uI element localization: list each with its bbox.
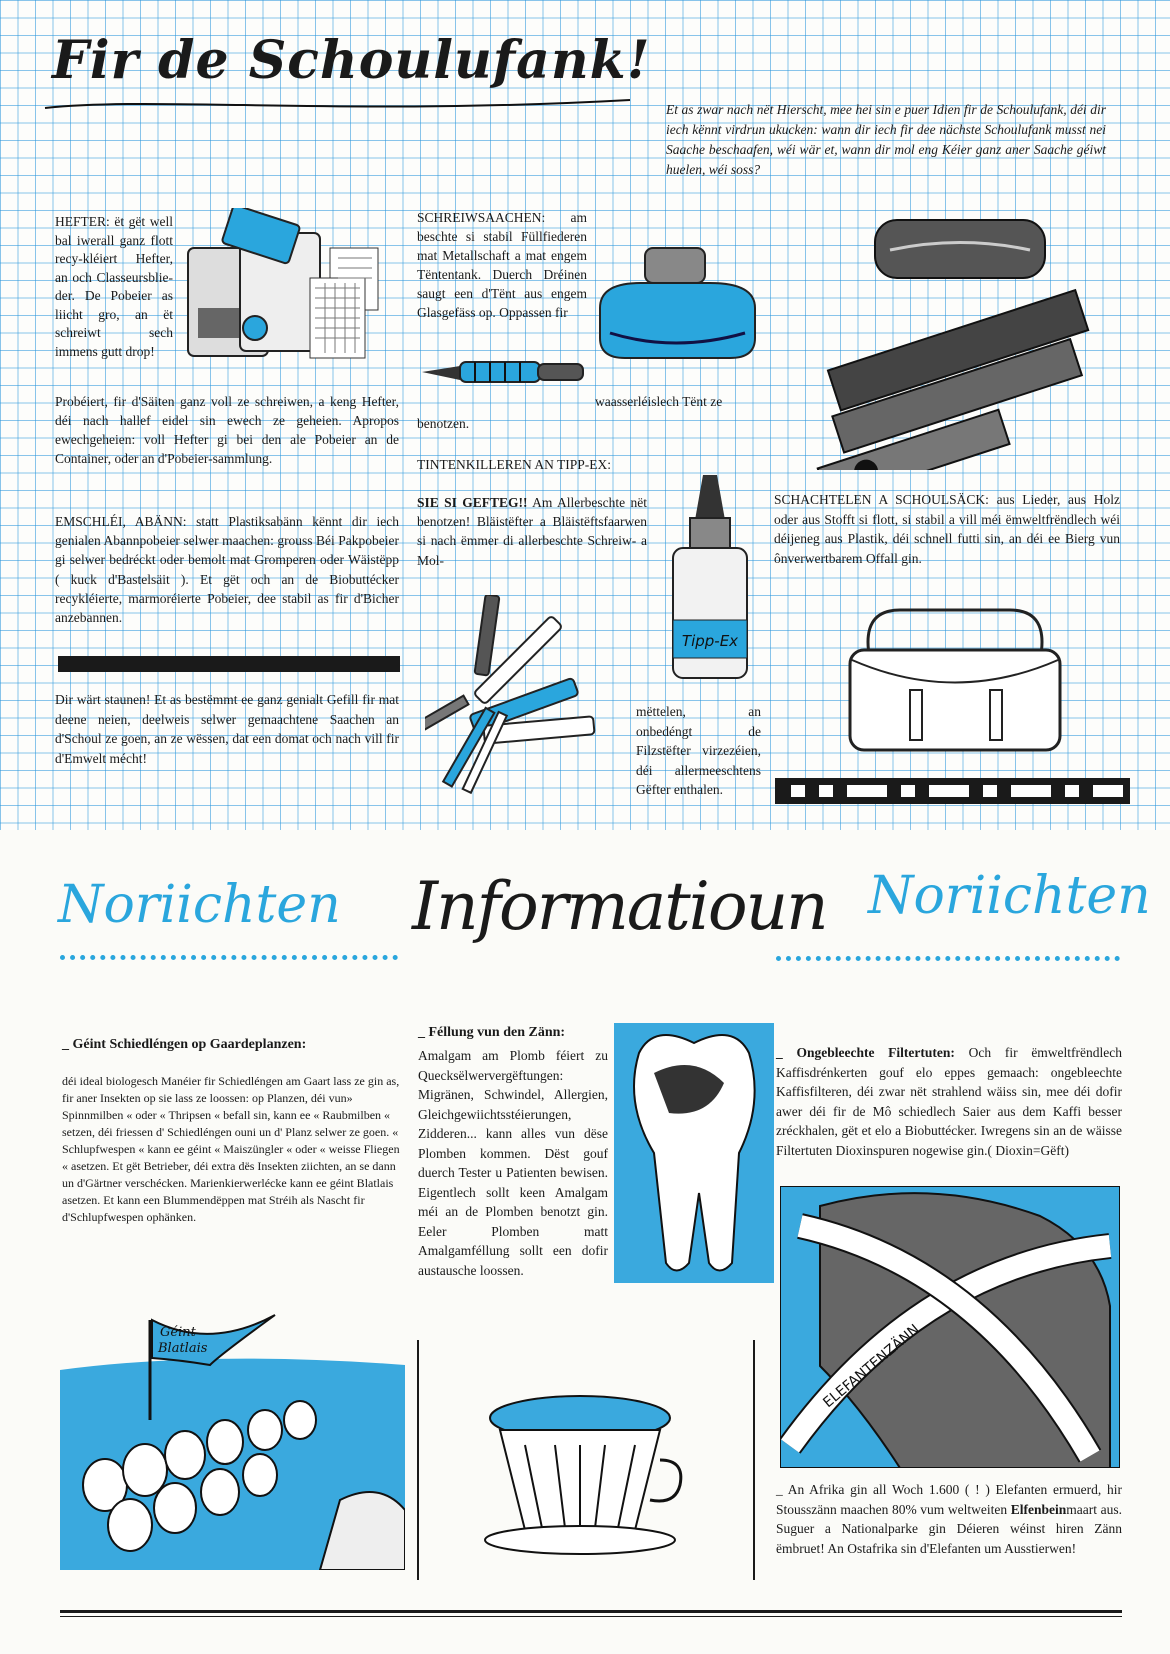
col3-text-block: [776, 1043, 1122, 1160]
flag-text-2: Blatlais: [158, 1341, 208, 1356]
page-title: Fir de Schoulufank!: [52, 30, 651, 91]
header-noriichten-left: Noriichten: [58, 875, 341, 935]
footer-rule-2: [60, 1616, 1122, 1617]
col2-text: Amalgam am Plomb féiert zu Quecksëlwervergëftungen: Migränen, Schwindel, Allergien, Gleichgewiichtsstéierungen, Zidderen... kann alles vun dëse Plomben kommen. Dëst gouf duerch Tester u Patienten bewisen. Eigentlech sollt keen Amalgam méi an de Plomben benotzt gin. Eeler Plomben matt Amalgamféllung sollt een dofir austausche loossen.: [418, 1048, 608, 1278]
col1-text: déi ideal biologesch Manéier fir Schiedléngen am Gaart lass ze gin as, fir aner Insekten op sie lass ze loossen: op Planzen, déi vun» Spinnmilben « oder « Thripsen « befall sin, kann ee « Raubmilben « setzen, déi friessen d' Schiedléngen ouni un d' Planz selwer ze goen. « Schlupfwespen « kann ee géint « Maiszüngler « oder « weisse Fliegen « asetzen. Et gët Betrieber, déi extra dës Insekten ziichten, an se dann un d'Gärtner verschécken. Marienkierwerlécke kann ee géint Blatlais asetzen. Et kann een Blummendëppen mat Stréih als Nascht fir d'Schlupfwespen ophänken.: [62, 1074, 400, 1224]
col3-title: _ Ongebleechte Filtertuten:: [776, 1045, 955, 1060]
col2-left-rule: [417, 1340, 419, 1580]
tintenkilleren-warning: SIE SI GEFTEG!!: [417, 495, 528, 510]
col3-text: Och fir ëmweltfrëndlech Kaffisdrénkerten gouf elo eppes gemaach: ongebleechte Kaffisfilteren, déi zwar nët strahlend wäiss sin, mee déi dofir awer déi fir de Mô schiedlech Saier aus dem Kaffi besser zréckhalen, gët et elo a Biobuttécker. Iwregens sin an de wäisse Filtertuten Dioxinspuren nogewise gin.( Dioxin=Gëft): [776, 1045, 1123, 1158]
flag-text-1: Géint: [160, 1325, 196, 1340]
header-noriichten-right: Noriichten: [868, 866, 1151, 926]
tooth-illustration: [614, 1023, 774, 1283]
title-underline-flourish: [40, 90, 640, 120]
hefter-text-a: HEFTER: ët gët well bal iwerall ganz flott recy-kléiert Hefter, an och Classeursblie-der. De Pobeier as liicht gro, an ët schreiwt sech immens gutt drop!: [55, 214, 173, 359]
black-divider-bar: [58, 656, 400, 672]
intro-text: Et as zwar nach nët Hierscht, mee hei sin e puer Idien fir de Schoulufank, déi dir iech kënnt virdrun ukucken: wann dir iech fir dee nächste Schoulufank musst nei Saache beschaafen, wéi wär et, wann dir mol eng Kéier ganz aner Saache géiwt huelen, wéi soss?: [666, 102, 1106, 177]
col1-title: _ Géint Schiedléngen op Gaardeplanzen:: [62, 1037, 307, 1052]
col3-bottom-bold: Elfenbein: [1010, 1501, 1067, 1517]
schachtelen-text: SCHACHTELEN A SCHOULSÄCK: aus Lieder, aus Holz oder aus Stofft si flott, si stabil a vill méi ëmweltfrëndlech wéi déijeneg aus Plastik, déi schnell futti sin, an déi ee Bierg vun ônverwertbarem Offall gin.: [774, 492, 1120, 566]
pencil-cases-illustration: [795, 210, 1135, 470]
staunen-text: Dir wärt staunen! Et as bestëmmt ee ganz genialt Gefill fir mat deene neien, deelweis selwer gemaachtene Saachen an d'Schoul ze goen, an ze wëssen, dat een domat och nach vill fir d'Emwelt mécht!: [55, 692, 399, 766]
footer-rule-1: [60, 1610, 1122, 1613]
tippex-label: Tipp-Ex: [681, 632, 739, 650]
dotted-rule-right: [776, 956, 1120, 961]
tippex-bottle-illustration: [665, 470, 755, 685]
tintenkilleren-text-a: Am Allerbeschte nët benotzen! Bläistëfter a Bläistëftsfaarwen si nach ëmmer di allerbeschte Schreiw- a Mol-: [417, 495, 648, 568]
tintenkilleren-body: [417, 493, 647, 570]
col2-right-rule: [753, 1340, 755, 1580]
schreiwsaachen-text-b: waasserléislech Tënt ze: [595, 394, 723, 409]
notebooks-illustration: [180, 208, 395, 368]
schreiwsaachen-text-a: SCHREIWSAACHEN: am beschte si stabil Füllfiederen mat Metallschaft a mat engem Tëntentank. Duerch Dréinen saugt een d'Tënt aus engem Glasgefäss op. Oppassen fir: [417, 210, 587, 320]
school-bag-illustration: [840, 600, 1070, 760]
pens-and-pencils-illustration: [425, 595, 640, 795]
ink-bottle-illustration: [590, 238, 765, 368]
fountain-pen-illustration: [420, 352, 590, 388]
header-informatioun: Informatioun: [412, 868, 827, 945]
hefter-text-b: Probéiert, fir d'Säiten ganz voll ze schreiwen, a keng Hefter, déi nach hallef eidel sin ewech ze geheien. Apropos ewechgeheien: voll Hefter gi bei den ale Pobeier an de Container, oder an d'Pobeier-sammlung.: [55, 394, 399, 466]
elephant-tusks-illustration: [780, 1186, 1120, 1468]
emschlei-text: EMSCHLÉI, ABÄNN: statt Plastiksabänn kënnt dir iech genialen Abannpobeier selwer maachen: grouss Béi Pakpobeier gi selwer bedréckt oder bemolt mat Gromperen oder Wäistëpp ( kuck d'Bastelsäit ). Et gët och an de Biobuttécker recykléierte, marmoréierte Pobeier, dee stabil as fir d'Bicher anzebannen.: [55, 514, 399, 626]
ladybug-army-illustration: [60, 1310, 405, 1570]
tintenkilleren-heading: TINTENKILLEREN AN TIPP-EX:: [417, 457, 611, 472]
col3-bottom-post: maart aus. Suguer a Nationalparke gin Déieren wéinst hiren Zänn ëmbruet! An Ostafrika sin d'Elefanten um Ausstierwen!: [776, 1501, 1122, 1556]
elefant-label: ELEFANTENZÄNN: [820, 1321, 923, 1412]
schreiwsaachen-text-c: benotzen.: [417, 416, 470, 431]
coffee-filter-illustration: [480, 1390, 690, 1555]
col3-bottom-text: [776, 1480, 1122, 1558]
col3-bottom-pre: _ An Afrika gin all Woch 1.600 ( ! ) Elefanten ermuerd, hir Stousszänn maachen 80% vum weltweiten: [776, 1482, 1122, 1517]
dotted-rule-left: [60, 955, 398, 960]
col2-title: _ Féllung vun den Zänn:: [418, 1025, 566, 1040]
black-white-divider-bars: [775, 778, 1130, 804]
tintenkilleren-text-b: mëttelen, an onbedéngt de Filzstëfter virzezéien, déi allermeeschtens Gëfter enthalen.: [636, 704, 761, 797]
